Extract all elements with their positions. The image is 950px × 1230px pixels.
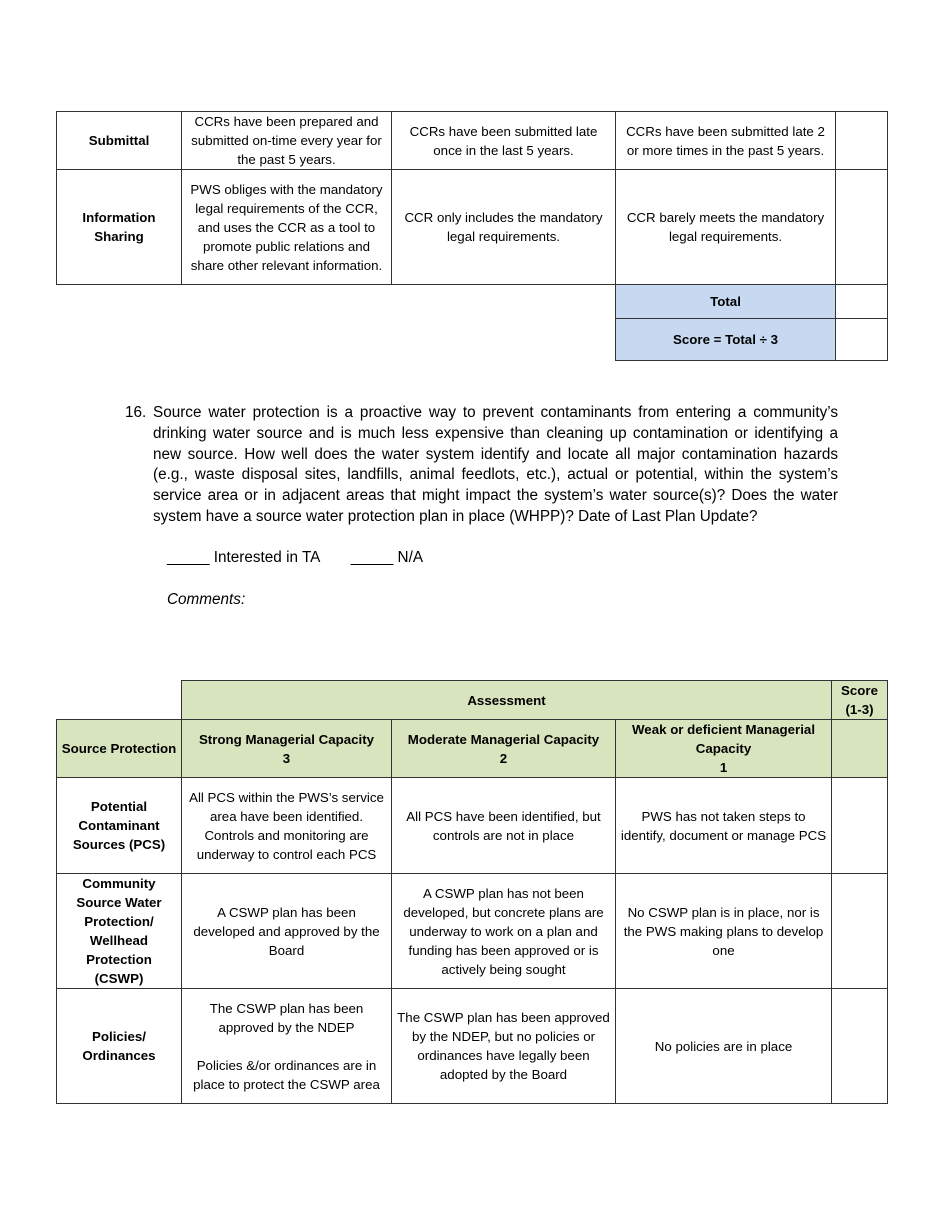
weak-header: Weak or deficient Managerial Capacity 1 bbox=[616, 720, 832, 778]
score-value-cell[interactable] bbox=[836, 319, 888, 361]
weak-cell: No policies are in place bbox=[616, 989, 832, 1104]
total-label: Total bbox=[616, 285, 836, 319]
score-cell[interactable] bbox=[836, 112, 888, 170]
weak-cell: CCRs have been submitted late 2 or more times in the past 5 years. bbox=[616, 112, 836, 170]
weak-cell: PWS has not taken steps to identify, document or manage PCS bbox=[616, 778, 832, 874]
weak-cell: CCR barely meets the mandatory legal requirements. bbox=[616, 170, 836, 285]
strong-cell: The CSWP plan has been approved by the NDEP Policies &/or ordinances are in place to protect the CSWP area bbox=[182, 989, 392, 1104]
strong-cell: A CSWP plan has been developed and approved by the Board bbox=[182, 874, 392, 989]
ta-options bbox=[167, 549, 423, 567]
row-label: Submittal bbox=[57, 112, 182, 170]
question-text: Source water protection is a proactive way to prevent contaminants from entering a community’s drinking water source and is much less expensive than cleaning up contamination or identifying a new source. How well does the water system identify and locate all major contamination hazards (e.g., waste disposal sites, landfills, animal feedlots, etc.), actual or potential, within the system’s service area or in adjacent areas that might impact the system’s water source(s)? Does the water system have a source water protection plan in place (WHPP)? Date of Last Plan Update? bbox=[153, 404, 838, 525]
score-formula-label: Score = Total ÷ 3 bbox=[616, 319, 836, 361]
interested-ta-field[interactable]: _____ Interested in TA bbox=[167, 549, 320, 566]
weak-cell: No CSWP plan is in place, nor is the PWS making plans to develop one bbox=[616, 874, 832, 989]
row-label: Community Source Water Protection/ Wellhead Protection (CSWP) bbox=[57, 874, 182, 989]
question-16 bbox=[125, 403, 838, 528]
table-row bbox=[57, 874, 888, 989]
score-cell[interactable] bbox=[832, 989, 888, 1104]
strong-header: Strong Managerial Capacity 3 bbox=[182, 720, 392, 778]
source-protection-table bbox=[56, 680, 888, 1104]
total-value-cell[interactable] bbox=[836, 285, 888, 319]
table-row bbox=[57, 112, 888, 170]
row-label: Information Sharing bbox=[57, 170, 182, 285]
table-row bbox=[57, 778, 888, 874]
total-row bbox=[57, 285, 888, 319]
row-label: Policies/ Ordinances bbox=[57, 989, 182, 1104]
score-cell[interactable] bbox=[836, 170, 888, 285]
na-field[interactable]: _____ N/A bbox=[350, 549, 424, 566]
row-label: Potential Contaminant Sources (PCS) bbox=[57, 778, 182, 874]
moderate-cell: CCR only includes the mandatory legal requirements. bbox=[392, 170, 616, 285]
score-header: Score (1-3) bbox=[832, 681, 888, 720]
moderate-cell: CCRs have been submitted late once in the last 5 years. bbox=[392, 112, 616, 170]
strong-cell: CCRs have been prepared and submitted on-time every year for the past 5 years. bbox=[182, 112, 392, 170]
category-header: Source Protection bbox=[57, 720, 182, 778]
score-header-blank bbox=[832, 720, 888, 778]
table-row bbox=[57, 170, 888, 285]
moderate-cell: The CSWP plan has been approved by the NDEP, but no policies or ordinances have legally been adopted by the Board bbox=[392, 989, 616, 1104]
score-cell[interactable] bbox=[832, 874, 888, 989]
comments-label: Comments: bbox=[167, 591, 246, 608]
table-row bbox=[57, 989, 888, 1104]
assessment-header-row bbox=[57, 681, 888, 720]
strong-cell: PWS obliges with the mandatory legal requirements of the CCR, and uses the CCR as a tool to promote public relations and share other relevant information. bbox=[182, 170, 392, 285]
ccr-rubric-table bbox=[56, 111, 888, 361]
moderate-cell: All PCS have been identified, but controls are not in place bbox=[392, 778, 616, 874]
column-header-row bbox=[57, 720, 888, 778]
strong-cell: All PCS within the PWS’s service area have been identified. Controls and monitoring are underway to control each PCS bbox=[182, 778, 392, 874]
score-cell[interactable] bbox=[832, 778, 888, 874]
moderate-header: Moderate Managerial Capacity 2 bbox=[392, 720, 616, 778]
assessment-header: Assessment bbox=[182, 681, 832, 720]
moderate-cell: A CSWP plan has not been developed, but concrete plans are underway to work on a plan and funding has been approved or is actively being sought bbox=[392, 874, 616, 989]
score-row bbox=[57, 319, 888, 361]
question-number: 16. bbox=[125, 404, 147, 421]
